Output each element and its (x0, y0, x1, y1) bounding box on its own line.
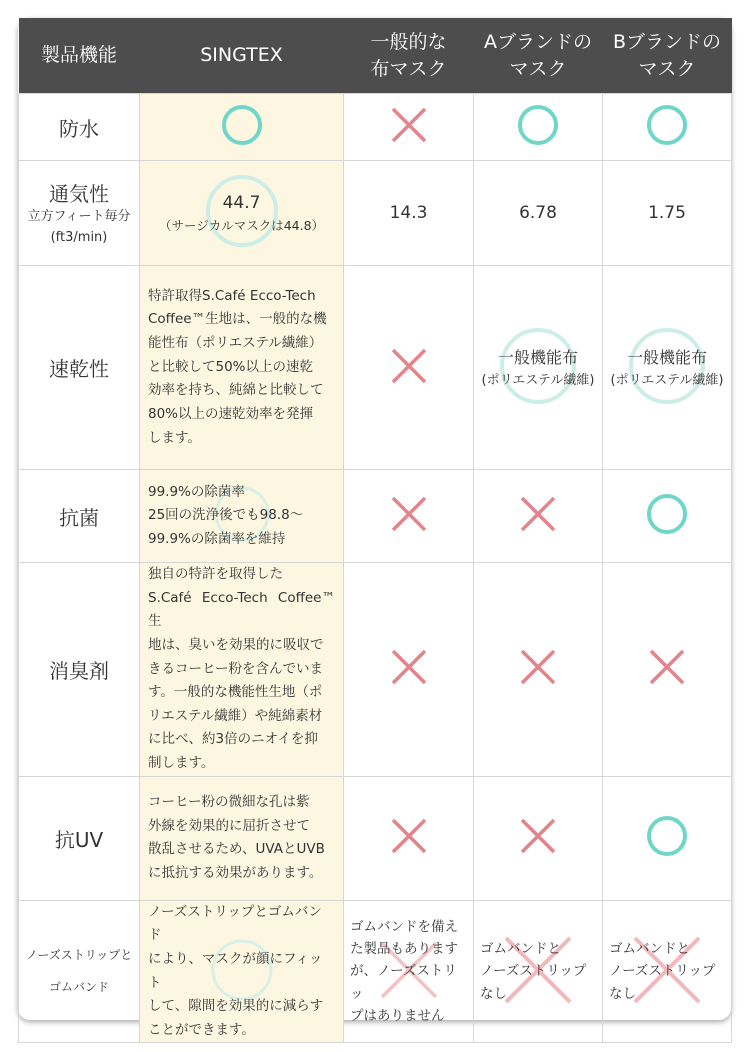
cross-icon (518, 647, 558, 691)
brand-a-nose-strip-text (474, 938, 602, 1005)
header-singtex: SINGTEX (140, 18, 344, 94)
desc-line: ゴムバンドと (609, 941, 690, 958)
desc-line: コーヒー粉の微細な孔は紫 (148, 793, 310, 810)
general-nose-strip-text (344, 916, 473, 1027)
desc-line: す。一般的な機能性生地（ポ (148, 684, 323, 701)
desc-line: 効率を持ち、純綿と比較して (148, 382, 324, 399)
desc-line: して、隙間を効果的に減らす (148, 998, 324, 1015)
desc-line: ノーズストリップ (480, 963, 587, 980)
cross-icon (647, 647, 687, 691)
header-brand-b-line2: マスク (638, 57, 696, 80)
header-brand-a-line2: マスク (509, 57, 567, 80)
brand-b-quick-dry-sub: (ポリエステル繊維) (610, 372, 724, 388)
header-brand-b-line1: Bブランドの (612, 30, 722, 53)
singtex-quick-dry-description (140, 285, 343, 450)
feature-breathability (19, 161, 140, 266)
brand-b-nose-strip-text (603, 938, 731, 1005)
cross-icon (389, 816, 429, 860)
desc-line: 制します。 (148, 755, 215, 771)
feature-waterproof: 防水 (19, 94, 140, 161)
singtex-deodorant-description (140, 563, 343, 776)
desc-line: ノーズストリップとゴムバンド (148, 903, 322, 944)
singtex-waterproof (140, 94, 344, 161)
singtex-breathability-note: （サージカルマスクは44.8） (158, 218, 325, 234)
desc-line: 99.9%の除菌率 (148, 483, 245, 500)
circle-icon (220, 103, 264, 151)
cross-icon (389, 647, 429, 691)
desc-line: ノーズストリップ (609, 963, 716, 980)
cross-icon (518, 494, 558, 538)
cross-icon (389, 346, 429, 390)
desc-line: た製品もあります (350, 941, 458, 958)
brand-b-deodorant (603, 563, 732, 777)
circle-icon (516, 103, 560, 151)
desc-line: と比較して50%以上の速乾 (148, 358, 314, 375)
header-general-line2: 布マスク (370, 57, 447, 80)
brand-a-quick-dry-sub: (ポリエステル繊維) (481, 372, 595, 388)
general-waterproof (344, 94, 474, 161)
desc-line: に抵抗する効果があります。 (148, 864, 323, 881)
general-nose-strip (344, 900, 474, 1043)
desc-line: ゴムバンドと (480, 941, 561, 958)
feature-anti-uv: 抗UV (19, 776, 140, 900)
header-row (19, 18, 732, 94)
desc-line: なし (480, 985, 507, 1002)
general-breathability: 14.3 (344, 161, 474, 266)
desc-line: S.Café Ecco-Tech Coffee™生 (148, 589, 335, 630)
desc-line: 地は、臭いを効果的に吸収で (148, 636, 324, 653)
desc-line: 80%以上の速乾効率を発揮 (148, 405, 314, 422)
desc-line: 能性布（ポリエステル繊維） (148, 335, 323, 352)
brand-a-quick-dry (474, 266, 603, 470)
feature-nose-strip (19, 900, 140, 1043)
feature-quick-dry: 速乾性 (19, 266, 140, 470)
singtex-nose-strip (140, 900, 344, 1043)
cross-icon (518, 816, 558, 860)
row-quick-dry (19, 266, 732, 470)
feature-antibacterial: 抗菌 (19, 470, 140, 563)
general-deodorant (344, 563, 474, 777)
desc-line: リエステル繊維）や純綿素材 (148, 707, 323, 724)
desc-line: が、ノーズストリッ (350, 963, 457, 1002)
header-brand-b (603, 18, 732, 94)
row-waterproof (19, 94, 732, 161)
brand-a-anti-uv (474, 776, 603, 900)
singtex-breathability-value: 44.7 (222, 193, 261, 214)
brand-a-breathability: 6.78 (474, 161, 603, 266)
desc-line: 外線を効果的に屈折させて (148, 817, 310, 834)
desc-line: 散乱させるため、UVAとUVB (148, 841, 325, 858)
singtex-nose-strip-description (140, 901, 343, 1043)
desc-line: Coffee™生地は、一般的な機 (148, 311, 327, 328)
row-antibacterial (19, 470, 732, 563)
singtex-antibacterial (140, 470, 344, 563)
row-anti-uv (19, 776, 732, 900)
row-nose-strip (19, 900, 732, 1043)
singtex-anti-uv (140, 776, 344, 900)
desc-line: により、マスクが顔にフィット (148, 950, 323, 991)
singtex-breathability (140, 161, 344, 266)
brand-b-quick-dry (603, 266, 732, 470)
singtex-antibacterial-description (140, 481, 343, 552)
general-anti-uv (344, 776, 474, 900)
circle-icon (645, 492, 689, 540)
brand-b-breathability: 1.75 (603, 161, 732, 266)
header-brand-a-line1: Aブランドの (484, 30, 592, 53)
general-quick-dry (344, 266, 474, 470)
brand-a-deodorant (474, 563, 603, 777)
brand-a-nose-strip (474, 900, 603, 1043)
brand-b-nose-strip (603, 900, 732, 1043)
feature-breathability-label: 通気性 (49, 181, 109, 206)
feature-nose-strip-line1: ノーズストリップと (25, 948, 133, 963)
singtex-anti-uv-description (140, 791, 343, 886)
desc-line: なし (609, 985, 636, 1002)
circle-icon (645, 814, 689, 862)
feature-breathability-unit: 立方フィート毎分 (27, 208, 131, 224)
desc-line: 99.9%の除菌率を維持 (148, 530, 286, 547)
row-deodorant (19, 563, 732, 777)
brand-b-anti-uv (603, 776, 732, 900)
brand-b-antibacterial (603, 470, 732, 563)
circle-icon (645, 103, 689, 151)
cross-icon (389, 494, 429, 538)
desc-line: ことができます。 (148, 1021, 255, 1038)
brand-a-waterproof (474, 94, 603, 161)
feature-nose-strip-line2: ゴムバンド (48, 979, 109, 994)
header-general (344, 18, 474, 94)
row-breathability (19, 161, 732, 266)
general-antibacterial (344, 470, 474, 563)
desc-line: します。 (148, 429, 201, 446)
desc-line: に比べ、約3倍のニオイを抑 (148, 731, 318, 748)
brand-a-quick-dry-label: 一般機能布 (497, 347, 578, 367)
desc-line: ゴムバンドを備え (350, 918, 458, 935)
header-general-line1: 一般的な (370, 30, 447, 53)
brand-a-antibacterial (474, 470, 603, 563)
feature-deodorant: 消臭剤 (19, 563, 140, 777)
cross-icon (389, 105, 429, 149)
brand-b-waterproof (603, 94, 732, 161)
desc-line: 独自の特許を取得した (148, 566, 283, 582)
comparison-card (18, 18, 731, 1038)
brand-b-quick-dry-label: 一般機能布 (626, 347, 707, 367)
header-feature: 製品機能 (19, 18, 140, 94)
singtex-deodorant (140, 563, 344, 777)
desc-line: 特許取得S.Café Ecco-Tech (148, 287, 316, 304)
singtex-quick-dry (140, 266, 344, 470)
desc-line: 25回の洗浄後でも98.8～ (148, 507, 304, 524)
feature-breathability-unit-abbr: (ft3/min) (50, 229, 108, 245)
desc-line: プはありません (350, 1007, 445, 1024)
desc-line: きるコーヒー粉を含んでいま (148, 660, 323, 677)
comparison-table (18, 18, 732, 1043)
header-brand-a (474, 18, 603, 94)
